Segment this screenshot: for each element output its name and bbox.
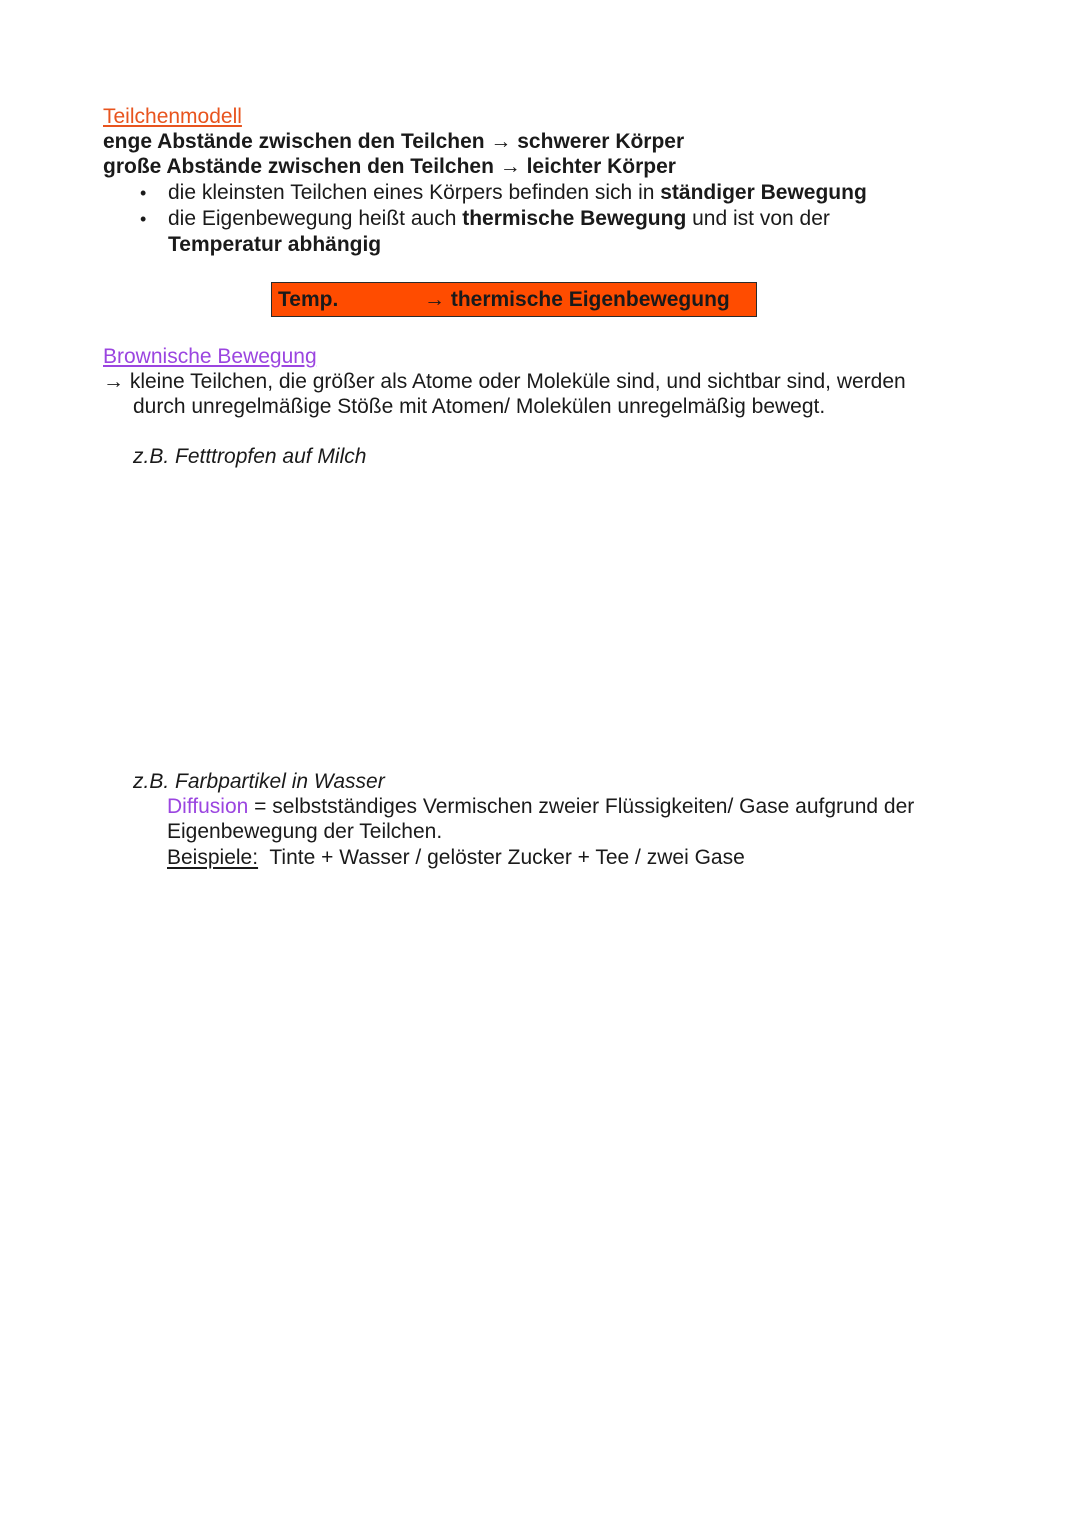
beispiele-line [167, 845, 745, 870]
diffusion-definition-line1 [167, 794, 914, 819]
brownian-desc-line1: → kleine Teilchen, die größer als Atome oder Moleküle sind, und sichtbar sind, werden [103, 370, 906, 393]
brownian-desc-line2: durch unregelmäßige Stöße mit Atomen/ Molekülen unregelmäßig bewegt. [133, 395, 826, 418]
line-enge-text: enge Abstände zwischen den Teilchen [103, 130, 491, 153]
diffusion-definition-line2: Eigenbewegung der Teilchen. [167, 820, 443, 843]
arrow-icon: → [490, 130, 512, 153]
bullet-2-text: die Eigenbewegung heißt auch [168, 207, 463, 230]
bullet-item-1 [168, 180, 867, 206]
bullet-icon: • [140, 209, 147, 229]
bullet-1-text: die kleinsten Teilchen eines Körpers befinden sich in [168, 181, 661, 204]
example-fetttropfen: z.B. Fetttropfen auf Milch [133, 445, 367, 468]
heading-brownische-bewegung: Brownische Bewegung [103, 345, 317, 368]
beispiele-text: Tinte + Wasser / gelöster Zucker + Tee / zwei Gase [258, 846, 745, 869]
heading-teilchenmodell: Teilchenmodell [103, 105, 242, 128]
line-grosse-text: große Abstände zwischen den Teilchen [103, 155, 500, 178]
line-grosse-abstaende [103, 154, 676, 179]
bullet-2-bold: thermische Bewegung [462, 207, 687, 230]
example-farbpartikel: z.B. Farbpartikel in Wasser [133, 770, 385, 793]
diffusion-def-text: = selbstständiges Vermischen zweier Flüssigkeiten/ Gase aufgrund der [248, 795, 915, 818]
line-enge-abstaende [103, 129, 684, 154]
bullet-item-2 [168, 206, 830, 232]
line-grosse-result: leichter Körper [520, 155, 676, 178]
beispiele-label: Beispiele: [167, 846, 259, 869]
arrow-icon: → [499, 155, 521, 178]
bullet-icon: • [140, 183, 147, 203]
bullet-2-post: und ist von der [686, 207, 830, 230]
diffusion-term: Diffusion [167, 795, 249, 818]
temp-label: Temp. [278, 288, 339, 311]
bullet-1-bold: ständiger Bewegung [660, 181, 867, 204]
line-enge-result: schwerer Körper [511, 130, 685, 153]
bullet-item-2-line2 [168, 232, 381, 258]
temp-box [271, 282, 757, 317]
bullet-2-line2-bold: Temperatur abhängig [168, 233, 382, 256]
thermische-eigenbewegung-label: → thermische Eigenbewegung [424, 288, 730, 311]
